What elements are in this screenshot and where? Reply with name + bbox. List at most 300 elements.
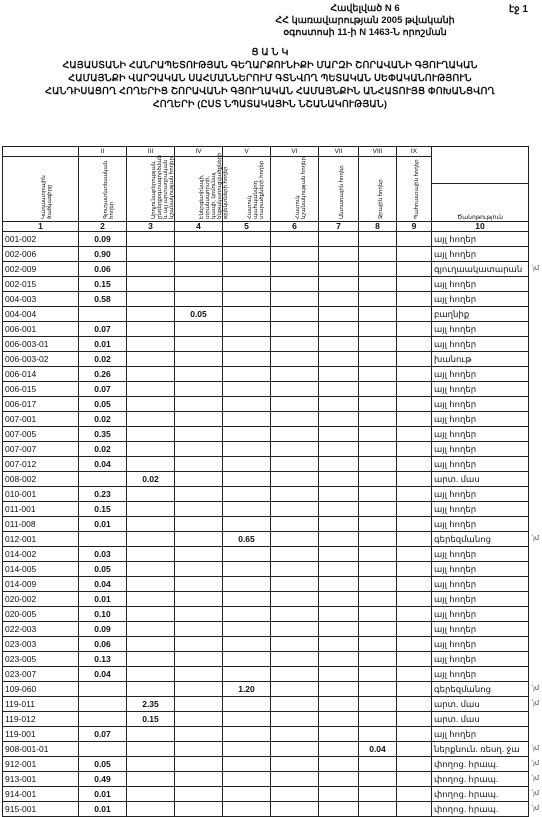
area-cell <box>397 637 432 652</box>
area-cell <box>359 367 397 382</box>
area-cell <box>359 727 397 742</box>
area-cell <box>319 247 359 262</box>
page-number: էջ 1 <box>508 4 528 15</box>
note-cell: խանութ <box>432 352 529 367</box>
area-cell <box>397 352 432 367</box>
area-cell: 0.10 <box>79 607 127 622</box>
area-cell <box>397 472 432 487</box>
area-cell <box>319 487 359 502</box>
column-header: VI Հատուկ նշանակության հողեր <box>271 147 319 222</box>
area-cell <box>271 532 319 547</box>
area-cell: 0.03 <box>79 547 127 562</box>
area-cell: 0.04 <box>359 742 397 757</box>
area-cell <box>271 607 319 622</box>
area-cell <box>359 637 397 652</box>
table-row <box>3 517 529 532</box>
area-cell <box>359 277 397 292</box>
table-row <box>3 547 529 562</box>
area-cell <box>271 427 319 442</box>
land-table <box>2 146 529 817</box>
area-cell <box>175 637 223 652</box>
area-cell <box>223 277 271 292</box>
document-title-line-4: ՀՈՂԵՐԻ (ԸՍՏ ՆՊԱՏԱԿԱՅԻՆ ՆՇԱՆԱԿՈՒԹՅԱՆ) <box>152 98 388 109</box>
table-row <box>3 487 529 502</box>
area-cell <box>223 382 271 397</box>
area-cell: 0.01 <box>79 592 127 607</box>
area-cell: 0.49 <box>79 772 127 787</box>
area-cell <box>319 382 359 397</box>
area-cell <box>319 772 359 787</box>
area-cell <box>397 697 432 712</box>
area-cell <box>397 262 432 277</box>
area-cell <box>359 667 397 682</box>
area-cell: 0.26 <box>79 367 127 382</box>
area-cell <box>359 352 397 367</box>
area-cell: 0.04 <box>79 577 127 592</box>
area-cell <box>127 787 175 802</box>
cadastral-code-cell: 002-009 <box>3 262 79 277</box>
area-cell: 0.13 <box>79 652 127 667</box>
note-cell: գյուղաակատարան <box>432 262 529 277</box>
area-cell <box>175 352 223 367</box>
area-cell <box>271 247 319 262</box>
area-cell <box>319 562 359 577</box>
area-cell <box>223 637 271 652</box>
area-cell <box>175 382 223 397</box>
area-cell <box>397 247 432 262</box>
area-cell <box>175 592 223 607</box>
margin-mark: ՛յմ <box>531 535 539 542</box>
area-cell <box>127 637 175 652</box>
column-number: 2 <box>79 222 127 232</box>
area-cell <box>319 352 359 367</box>
cadastral-code-cell: 002-015 <box>3 277 79 292</box>
margin-mark: ՛յմ <box>531 790 539 797</box>
table-row <box>3 622 529 637</box>
area-cell <box>359 532 397 547</box>
area-cell <box>397 772 432 787</box>
area-cell <box>127 727 175 742</box>
area-cell <box>319 742 359 757</box>
area-cell: 0.01 <box>79 517 127 532</box>
area-cell <box>223 232 271 247</box>
area-cell <box>271 697 319 712</box>
area-cell <box>127 277 175 292</box>
area-cell: 0.65 <box>223 532 271 547</box>
table-row <box>3 232 529 247</box>
area-cell <box>175 247 223 262</box>
cadastral-code-cell: 011-001 <box>3 502 79 517</box>
table-header-row <box>3 147 529 222</box>
area-cell: 1.20 <box>223 682 271 697</box>
area-cell <box>397 412 432 427</box>
area-cell <box>271 772 319 787</box>
area-cell <box>397 742 432 757</box>
area-cell: 0.07 <box>79 382 127 397</box>
table-row <box>3 277 529 292</box>
area-cell <box>127 427 175 442</box>
area-cell <box>223 652 271 667</box>
margin-mark: ՛յմ <box>531 700 539 707</box>
area-cell <box>127 532 175 547</box>
cadastral-code-cell: 023-007 <box>3 667 79 682</box>
area-cell <box>319 622 359 637</box>
note-cell: այլ հողեր <box>432 562 529 577</box>
area-cell <box>79 682 127 697</box>
area-cell <box>175 337 223 352</box>
area-cell: 0.05 <box>79 562 127 577</box>
area-cell <box>397 577 432 592</box>
note-cell: այլ հողեր <box>432 637 529 652</box>
area-cell: 0.05 <box>79 757 127 772</box>
cadastral-code-cell: 006-003-02 <box>3 352 79 367</box>
cadastral-code-cell: 119-011 <box>3 697 79 712</box>
area-cell <box>271 652 319 667</box>
area-cell: 0.04 <box>79 667 127 682</box>
area-cell <box>271 502 319 517</box>
note-cell: այլ հողեր <box>432 397 529 412</box>
table-row <box>3 802 529 817</box>
area-cell: 0.04 <box>79 457 127 472</box>
area-cell <box>271 667 319 682</box>
area-cell <box>223 352 271 367</box>
cadastral-code-cell: 913-001 <box>3 772 79 787</box>
column-header: VII Անտառային հողեր <box>319 147 359 222</box>
area-cell <box>127 382 175 397</box>
area-cell <box>223 322 271 337</box>
area-cell <box>271 547 319 562</box>
area-cell <box>127 397 175 412</box>
area-cell <box>127 502 175 517</box>
area-cell <box>319 757 359 772</box>
area-cell <box>271 292 319 307</box>
table-row <box>3 307 529 322</box>
table-row <box>3 742 529 757</box>
area-cell <box>271 322 319 337</box>
area-cell: 0.06 <box>79 262 127 277</box>
area-cell <box>223 307 271 322</box>
area-cell <box>319 412 359 427</box>
cadastral-code-cell: 002-006 <box>3 247 79 262</box>
area-cell <box>127 562 175 577</box>
table-row <box>3 472 529 487</box>
note-cell: արտ. մաս <box>432 697 529 712</box>
table-row <box>3 397 529 412</box>
note-cell: գերեզմանոց <box>432 532 529 547</box>
area-cell: 0.15 <box>79 277 127 292</box>
cadastral-code-cell: 006-003-01 <box>3 337 79 352</box>
cadastral-code-cell: 014-009 <box>3 577 79 592</box>
note-cell: այլ հողեր <box>432 577 529 592</box>
area-cell <box>359 487 397 502</box>
area-cell: 0.35 <box>79 427 127 442</box>
area-cell <box>319 307 359 322</box>
area-cell <box>271 367 319 382</box>
area-cell <box>359 232 397 247</box>
area-cell <box>223 697 271 712</box>
table-row <box>3 442 529 457</box>
area-cell <box>319 322 359 337</box>
table-row <box>3 532 529 547</box>
margin-mark: ՛յմ <box>531 265 539 272</box>
area-cell <box>271 472 319 487</box>
area-cell <box>127 292 175 307</box>
area-cell <box>319 532 359 547</box>
area-cell <box>359 517 397 532</box>
area-cell <box>79 712 127 727</box>
area-cell <box>175 487 223 502</box>
document-title-line-2: ՀԱՄԱՅՆՔԻ ՎԱՐՉԱԿԱՆ ՍԱՀՄԱՆՆԵՐՈՒՄ ԳՏՆՎՈՂ ՊԵՏԱԿԱՆ ՍԵՓԱԿԱՆՈՒԹՅՈՒՆ <box>68 72 472 83</box>
area-cell <box>127 802 175 817</box>
area-cell <box>397 502 432 517</box>
area-cell <box>127 262 175 277</box>
area-cell <box>359 307 397 322</box>
area-cell <box>397 427 432 442</box>
note-cell: բաղնիք <box>432 307 529 322</box>
area-cell <box>359 577 397 592</box>
area-cell <box>271 682 319 697</box>
area-cell: 0.23 <box>79 487 127 502</box>
area-cell <box>223 787 271 802</box>
area-cell <box>223 727 271 742</box>
table-row <box>3 697 529 712</box>
area-cell <box>359 682 397 697</box>
area-cell <box>319 442 359 457</box>
table-row <box>3 787 529 802</box>
table-row <box>3 712 529 727</box>
area-cell <box>271 277 319 292</box>
area-cell <box>223 262 271 277</box>
area-cell <box>127 622 175 637</box>
area-cell <box>271 397 319 412</box>
area-cell <box>175 322 223 337</box>
area-cell <box>359 757 397 772</box>
area-cell <box>127 682 175 697</box>
area-cell <box>397 757 432 772</box>
area-cell <box>271 727 319 742</box>
table-row <box>3 562 529 577</box>
table-row <box>3 652 529 667</box>
note-cell: գերեզմանոց <box>432 682 529 697</box>
note-cell: այլ հողեր <box>432 667 529 682</box>
area-cell: 0.07 <box>79 727 127 742</box>
area-cell <box>359 547 397 562</box>
area-cell <box>175 397 223 412</box>
note-cell: փողոց. հրապ. <box>432 772 529 787</box>
margin-mark: ՛յմ <box>531 685 539 692</box>
table-row <box>3 367 529 382</box>
area-cell <box>271 742 319 757</box>
area-cell <box>319 397 359 412</box>
area-cell <box>271 577 319 592</box>
area-cell <box>397 292 432 307</box>
area-cell <box>223 502 271 517</box>
area-cell <box>271 457 319 472</box>
area-cell <box>127 517 175 532</box>
area-cell: 0.15 <box>79 502 127 517</box>
note-cell: այլ հողեր <box>432 727 529 742</box>
area-cell <box>319 262 359 277</box>
area-cell <box>319 427 359 442</box>
column-number: 9 <box>397 222 432 232</box>
column-number: 8 <box>359 222 397 232</box>
area-cell <box>127 322 175 337</box>
table-row <box>3 352 529 367</box>
document-title-line-3: ՀԱՆԴԻՍԱՑՈՂ ՀՈՂԵՐԻՑ ՇՈՐԱՎԱՆԻ ԳՅՈՒՂԱԿԱՆ ՀԱՄԱՅՆՔԻՆ ԱՆՀԱՏՈՒՅՑ ՓՈԽԱՆՑՎՈՂ <box>45 85 495 96</box>
cadastral-code-cell: 007-012 <box>3 457 79 472</box>
area-cell <box>359 427 397 442</box>
note-cell: այլ հողեր <box>432 502 529 517</box>
area-cell <box>175 517 223 532</box>
area-cell <box>175 547 223 562</box>
area-cell <box>319 292 359 307</box>
area-cell <box>223 742 271 757</box>
area-cell <box>223 712 271 727</box>
area-cell <box>223 547 271 562</box>
column-header: VIII Ջրային հողեր <box>359 147 397 222</box>
area-cell <box>319 592 359 607</box>
area-cell <box>175 682 223 697</box>
area-cell <box>127 742 175 757</box>
area-cell <box>175 457 223 472</box>
area-cell <box>127 487 175 502</box>
area-cell <box>223 802 271 817</box>
area-cell <box>359 382 397 397</box>
note-cell: այլ հողեր <box>432 442 529 457</box>
area-cell <box>397 517 432 532</box>
area-cell: 0.01 <box>79 802 127 817</box>
margin-mark: ՛յմ <box>531 805 539 812</box>
note-cell: ներքնուն. ռեսղ. ջա <box>432 742 529 757</box>
area-cell: 0.09 <box>79 232 127 247</box>
area-cell: 0.90 <box>79 247 127 262</box>
area-cell: 2.35 <box>127 697 175 712</box>
area-cell <box>175 622 223 637</box>
area-cell: 0.05 <box>175 307 223 322</box>
area-cell <box>319 697 359 712</box>
area-cell <box>175 427 223 442</box>
area-cell <box>397 622 432 637</box>
table-row <box>3 382 529 397</box>
area-cell <box>359 502 397 517</box>
area-cell <box>397 442 432 457</box>
note-cell: այլ հողեր <box>432 232 529 247</box>
area-cell <box>319 667 359 682</box>
table-row <box>3 457 529 472</box>
area-cell <box>127 307 175 322</box>
area-cell <box>319 607 359 622</box>
area-cell <box>79 307 127 322</box>
area-cell <box>175 802 223 817</box>
table-row <box>3 637 529 652</box>
area-cell <box>271 262 319 277</box>
note-cell: փողոց. հրապ. <box>432 787 529 802</box>
area-cell <box>397 337 432 352</box>
area-cell: 0.09 <box>79 622 127 637</box>
area-cell <box>223 412 271 427</box>
area-cell <box>127 367 175 382</box>
area-cell <box>271 562 319 577</box>
area-cell <box>271 232 319 247</box>
area-cell <box>359 247 397 262</box>
area-cell <box>397 592 432 607</box>
table-row <box>3 337 529 352</box>
area-cell <box>319 577 359 592</box>
area-cell: 0.01 <box>79 337 127 352</box>
area-cell <box>175 292 223 307</box>
column-number: 10 <box>432 222 529 232</box>
area-cell <box>127 247 175 262</box>
area-cell <box>359 337 397 352</box>
area-cell <box>175 787 223 802</box>
table-row <box>3 772 529 787</box>
area-cell: 0.58 <box>79 292 127 307</box>
area-cell <box>127 457 175 472</box>
area-cell <box>271 412 319 427</box>
area-cell <box>397 547 432 562</box>
area-cell <box>319 712 359 727</box>
area-cell <box>175 757 223 772</box>
column-number: 4 <box>175 222 223 232</box>
margin-mark: ՛յմ <box>531 745 539 752</box>
area-cell <box>319 517 359 532</box>
area-cell <box>175 667 223 682</box>
column-number-row <box>3 222 529 232</box>
area-cell: 0.02 <box>79 412 127 427</box>
area-cell <box>271 787 319 802</box>
column-header: IV Էներգետիկայի, տրանսպորտի, կապի, կոմունալ ենթակառուցվածքների օբյեկտների հողեր <box>175 147 223 222</box>
cadastral-code-cell: 915-001 <box>3 802 79 817</box>
area-cell <box>271 487 319 502</box>
note-cell: այլ հողեր <box>432 277 529 292</box>
table-row <box>3 262 529 277</box>
area-cell <box>319 337 359 352</box>
area-cell <box>127 412 175 427</box>
area-cell <box>319 682 359 697</box>
table-row <box>3 667 529 682</box>
area-cell <box>397 667 432 682</box>
cadastral-code-cell: 020-005 <box>3 607 79 622</box>
area-cell <box>175 412 223 427</box>
area-cell <box>397 232 432 247</box>
area-cell <box>223 397 271 412</box>
area-cell <box>359 712 397 727</box>
area-cell <box>223 487 271 502</box>
area-cell <box>319 472 359 487</box>
area-cell <box>271 442 319 457</box>
cadastral-code-cell: 119-001 <box>3 727 79 742</box>
cadastral-code-cell: 007-007 <box>3 442 79 457</box>
cadastral-code-cell: 912-001 <box>3 757 79 772</box>
cadastral-code-cell: 010-001 <box>3 487 79 502</box>
area-cell <box>175 262 223 277</box>
area-cell <box>175 577 223 592</box>
area-cell <box>319 652 359 667</box>
table-row <box>3 427 529 442</box>
area-cell <box>319 547 359 562</box>
cadastral-code-cell: 004-004 <box>3 307 79 322</box>
note-cell: արտ. մաս <box>432 472 529 487</box>
area-cell <box>175 232 223 247</box>
area-cell <box>397 607 432 622</box>
area-cell <box>397 367 432 382</box>
area-cell <box>319 802 359 817</box>
area-cell <box>271 637 319 652</box>
area-cell <box>397 712 432 727</box>
note-cell: այլ հողեր <box>432 427 529 442</box>
area-cell <box>175 562 223 577</box>
area-cell <box>223 367 271 382</box>
